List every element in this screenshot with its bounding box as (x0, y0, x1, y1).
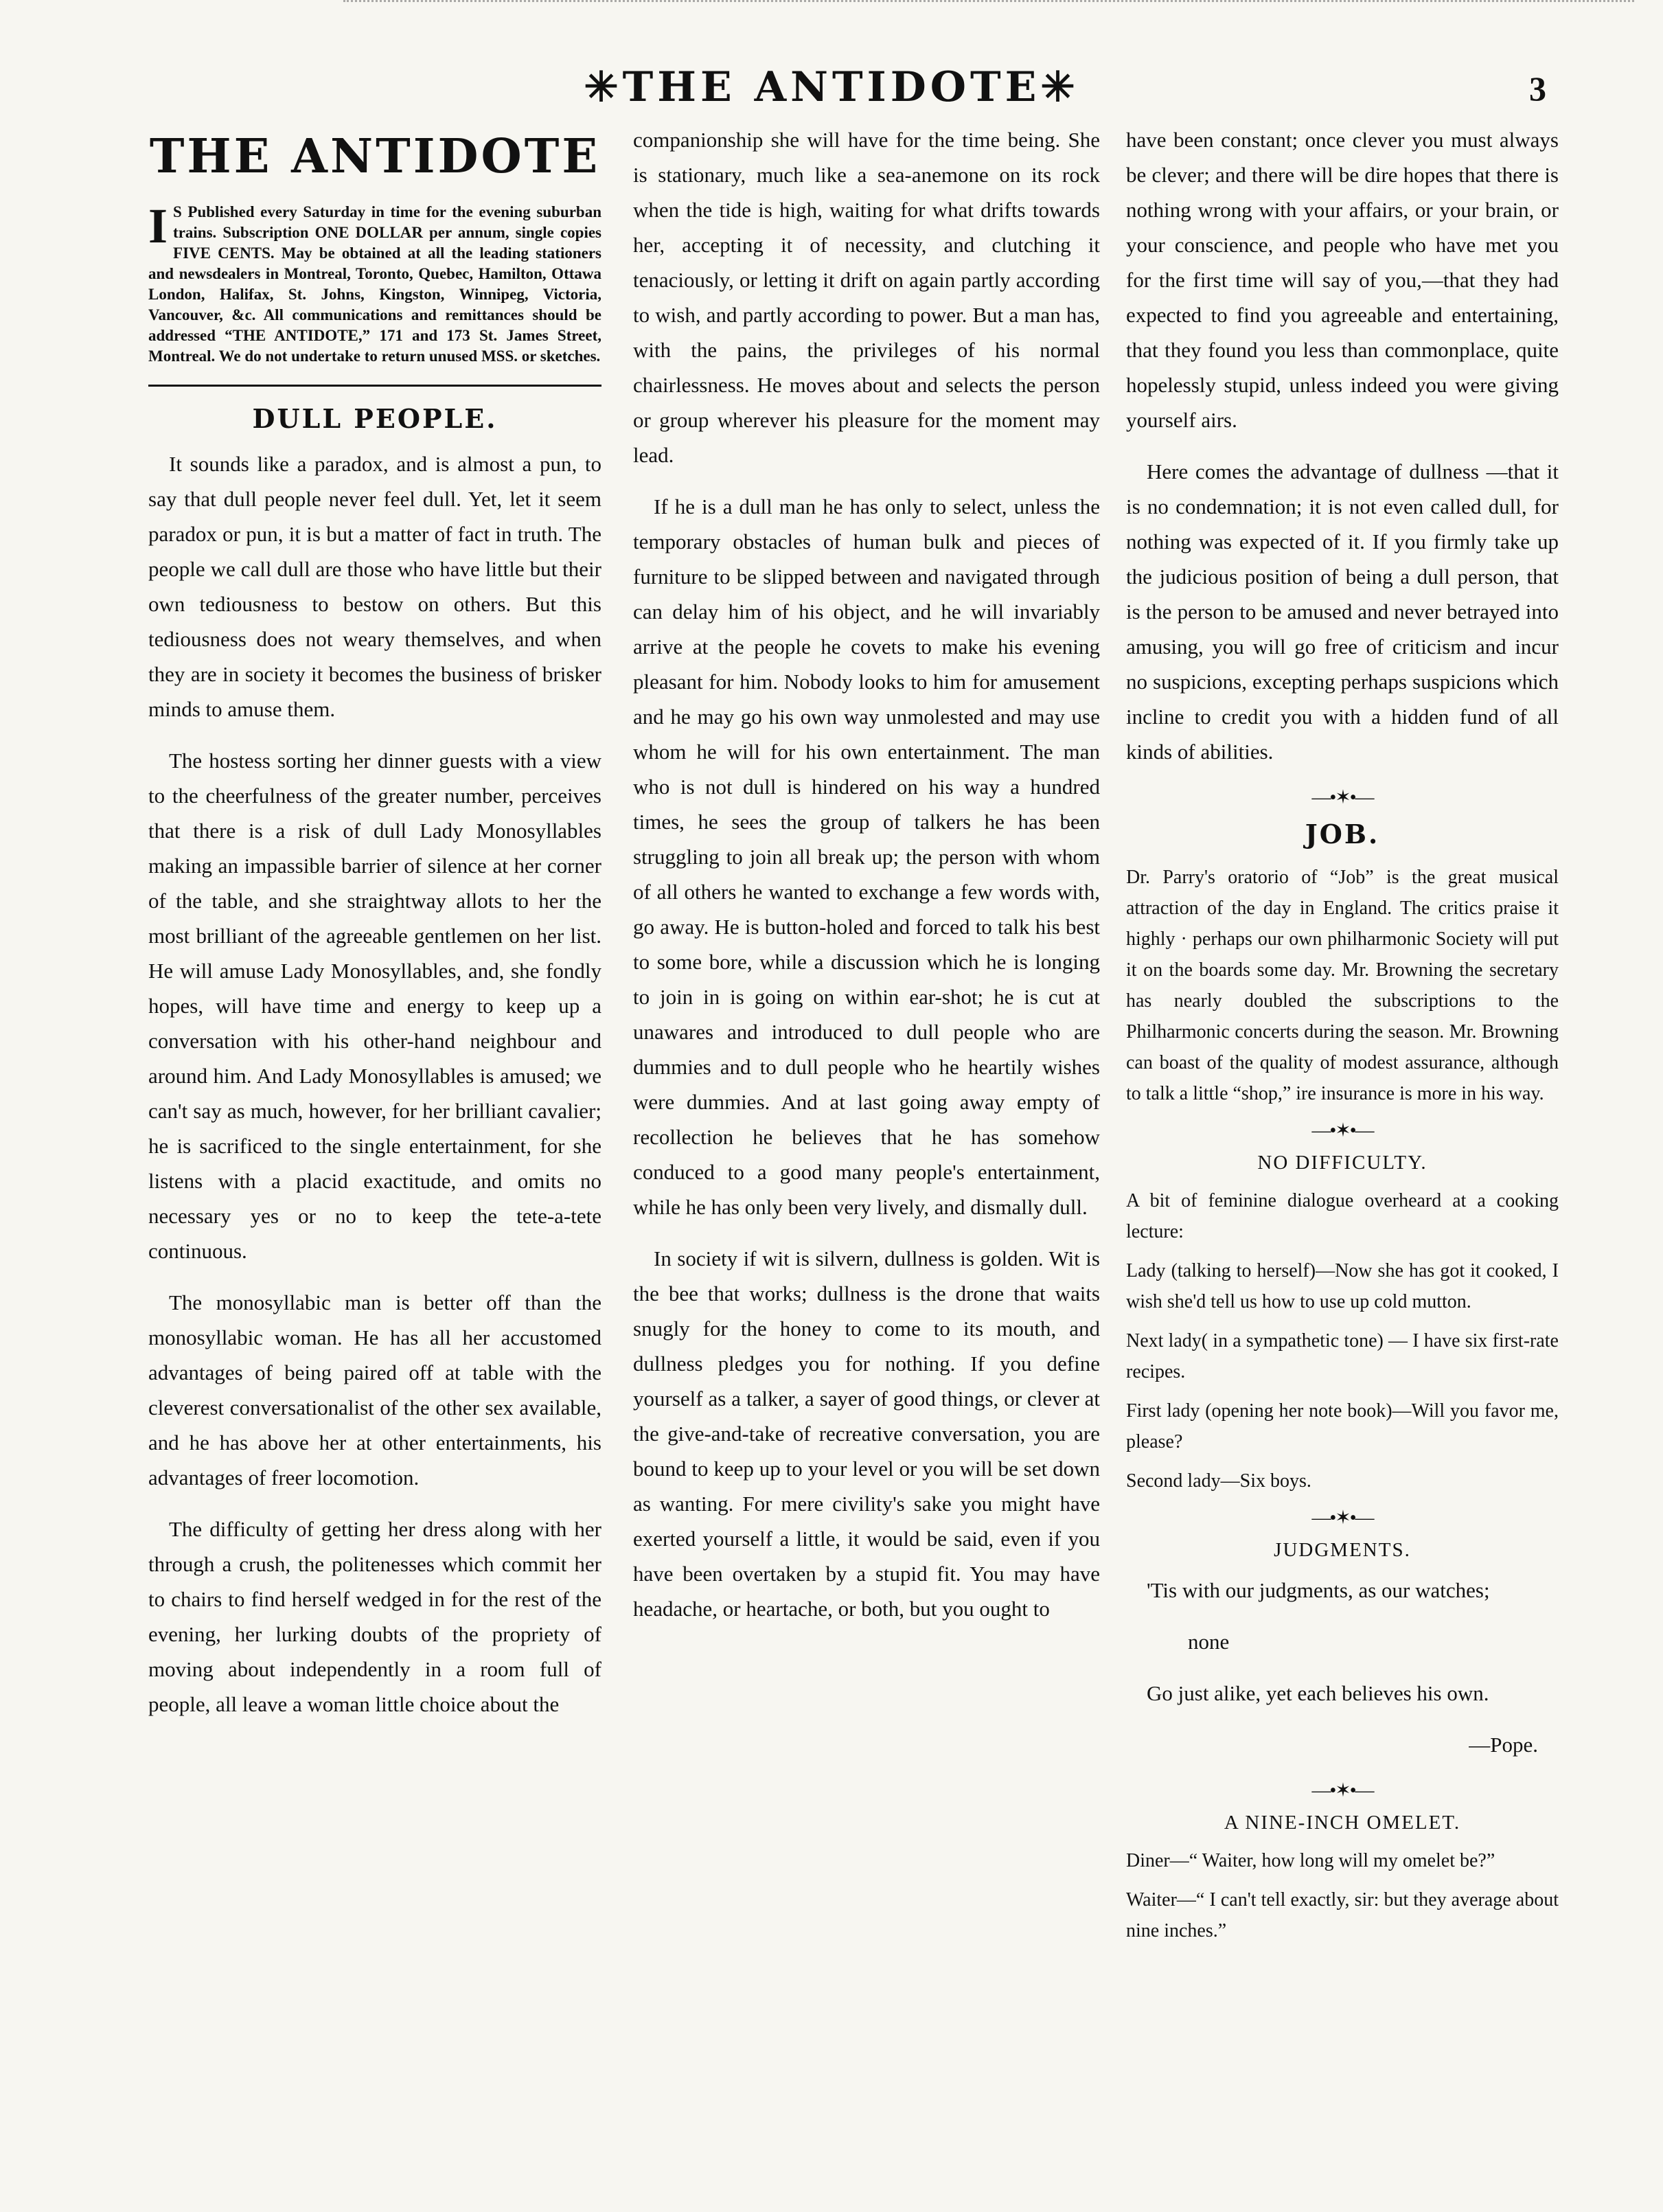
verse-line: none (1188, 1630, 1230, 1654)
verse-line: 'Tis with our judgments, as our watches; (1147, 1578, 1490, 1602)
divider-rule (148, 385, 601, 387)
verse-author: —Pope. (1469, 1733, 1538, 1757)
article-paragraph: The hostess sorting her dinner guests with a view to the cheerfulness of the greater number, perceives that there is a risk of dull Lady Monosyllables making an impassible barrier of silence at her corner of the table, and she straightway allots to her the most brilliant of the agreeable gentlemen on her list. He will amuse Lady Monosyllables, and, she fondly hopes, will have time and energy to keep up a conversation with his other-hand neighbour and around him. And Lady Monosyllables is amused; we can't say as much, however, for her brilliant cavalier; he is sacrificed to the single entertainment, for she listens with a placid exactitude, and omits no necessary yes or no to keep the tete-a-tete continuous. (148, 749, 601, 1263)
article-paragraph: The difficulty of getting her dress along with her through a crush, the politenesses which commit her to chairs to find herself wedged in for the rest of the evening, her lurking doubts of the propriety of moving about independently in a room full of people, all leave a woman little choice about the (148, 1517, 601, 1716)
drop-cap: I (148, 198, 168, 253)
article-paragraph: companionship she will have for the time being. She is stationary, much like a sea-anemone on its rock when the tide is high, waiting for what drifts towards her, accepting it of necessity, and clutching it tenaciously, or letting it drift on again partly according to wish, and partly according to power. But a man has, with the pains, the privileges of his normal chairlessness. He moves about and selects the person or group wherever his pleasure for the moment may lead. (633, 128, 1100, 467)
ornament-divider: —•✶•— (1311, 787, 1373, 808)
dialogue-line: Waiter—“ I can't tell exactly, sir: but they average about nine inches.” (1126, 1889, 1559, 1941)
heading-judgments: JUDGMENTS. (1274, 1539, 1411, 1561)
column-1 (148, 122, 601, 1738)
notice-text: S Published every Saturday in time for the evening suburban trains. Subscription ONE DOLLAR per annum, single copies FIVE CENTS. May be obtained at all the leading stationers and newsdealers in Montreal, Toronto, Quebec, Hamilton, Ottawa London, Halifax, St. Johns, Kingston, Winnipeg, Victoria, Vancouver, &c. All communications and remittances should be addressed “THE ANTIDOTE,” 171 and 173 St. James Street, Montreal. We do not undertake to return unused MSS. or sketches. (148, 203, 601, 365)
publication-title: THE ANTIDOTE (149, 129, 601, 184)
article-heading-dull-people: DULL PEOPLE. (252, 403, 498, 434)
article-heading-job: JOB. (1305, 819, 1380, 850)
scan-noise-border (343, 0, 1634, 16)
column-2 (633, 122, 1100, 1643)
ornament-divider: —•✶•— (1311, 1780, 1373, 1801)
job-paragraph: Dr. Parry's oratorio of “Job” is the great musical attraction of the day in England. The critics praise it highly · perhaps our own philharmonic Society will put it on the boards some day. Mr. Browning the secretary has nearly doubled the subscriptions to the Philharmonic concerts during the season. Mr. Browning can boast of the quality of modest assurance, although to talk a little “shop,” ire insurance is more in his way. (1126, 867, 1559, 1104)
dialogue-line: Second lady—Six boys. (1126, 1470, 1311, 1492)
dialogue-line: Next lady( in a sympathetic tone) — I have six first-rate recipes. (1126, 1330, 1559, 1382)
publication-notice (148, 198, 601, 367)
heading-no-difficulty: NO DIFFICULTY. (1257, 1152, 1427, 1174)
article-paragraph: have been constant; once clever you must always be clever; and there will be dire hopes that there is nothing wrong with your affairs, or your brain, or your conscience, and people who have met you for the first time will say of you,—that they had expected to find you agreeable and entertaining, that they found you less than commonplace, quite hopelessly stupid, unless indeed you were giving yourself airs. (1126, 128, 1559, 432)
page-number: 3 (1529, 69, 1546, 108)
dialogue-line: First lady (opening her note book)—Will you favor me, please? (1126, 1400, 1559, 1452)
dialogue-line: A bit of feminine dialogue overheard at a cooking lecture: (1126, 1190, 1559, 1242)
ornament-divider: —•✶•— (1311, 1507, 1373, 1529)
verse-line: Go just alike, yet each believes his own. (1147, 1681, 1489, 1705)
masthead: ✳THE ANTIDOTE✳ (584, 63, 1079, 111)
article-paragraph: The monosyllabic man is better off than the monosyllabic woman. He has all her accustomed advantages of being paired off at table with the cleverest conversationalist of the other sex available, and he has above her at other entertainments, his advantages of freer locomotion. (148, 1290, 601, 1490)
dialogue-line: Lady (talking to herself)—Now she has got it cooked, I wish she'd tell us how to use up cold mutton. (1126, 1260, 1559, 1312)
article-paragraph: If he is a dull man he has only to select, unless the temporary obstacles of human bulk and pieces of furniture to be slipped between and navigated through can delay him of his object, and he will invariably arrive at the people he covets to make his evening pleasant for him. Nobody looks to him for amusement and he may go his own way unmolested and may use whom he will for his own entertainment. The man who is not dull is hindered on his way a hundred times, he sees the group of talkers he has been struggling to join all break up; the person with whom of all others he wanted to exchange a few words with, go away. He is button-holed and forced to talk his best to some bore, while a discussion which he is longing to join in is going on within ear-shot; he is cut at unawares and introduced to dull people who are dummies and to dull people who he heartily wishes were dummies. And at last going away empty of recollection he believes that he has somehow conduced to a good many people's entertainment, while he has only been very lively, and dismally dull. (633, 494, 1100, 1219)
article-paragraph: In society if wit is silvern, dullness is golden. Wit is the bee that works; dullness is the drone that waits snugly for the honey to come to its mouth, and dullness pledges you for nothing. If you define yourself as a talker, a sayer of good things, or clever at the give-and-take of recreative conversation, you are bound to keep up to your level or you will be set down as wanting. For mere civility's sake you might have exerted yourself a little, it would be said, even if you have been overtaken by a stupid fit. You may have headache, or heartache, or both, but you ought to (633, 1246, 1100, 1621)
article-paragraph: Here comes the advantage of dullness —that it is no condemnation; it is not even called dull, for nothing was expected of it. If you firmly take up the judicious position of being a dull person, that is the person to be amused and never betrayed into amusing, you will go free of criticism and incur no suspicions, excepting perhaps suspicions which incline to credit you with a hidden fund of all kinds of abilities. (1126, 459, 1559, 764)
ornament-divider: —•✶•— (1311, 1120, 1373, 1141)
dialogue-line: Diner—“ Waiter, how long will my omelet be?” (1126, 1850, 1495, 1871)
column-3 (1126, 122, 1559, 1954)
heading-nine-inch-omelet: A NINE-INCH OMELET. (1224, 1812, 1461, 1834)
article-paragraph: It sounds like a paradox, and is almost a pun, to say that dull people never feel dull. Yet, let it seem paradox or pun, it is but a matter of fact in truth. The people we call dull are those who have little but their own tediousness to bestow on others. But this tediousness does not weary themselves, and when they are in society it becomes the business of brisker minds to amuse them. (148, 452, 601, 721)
